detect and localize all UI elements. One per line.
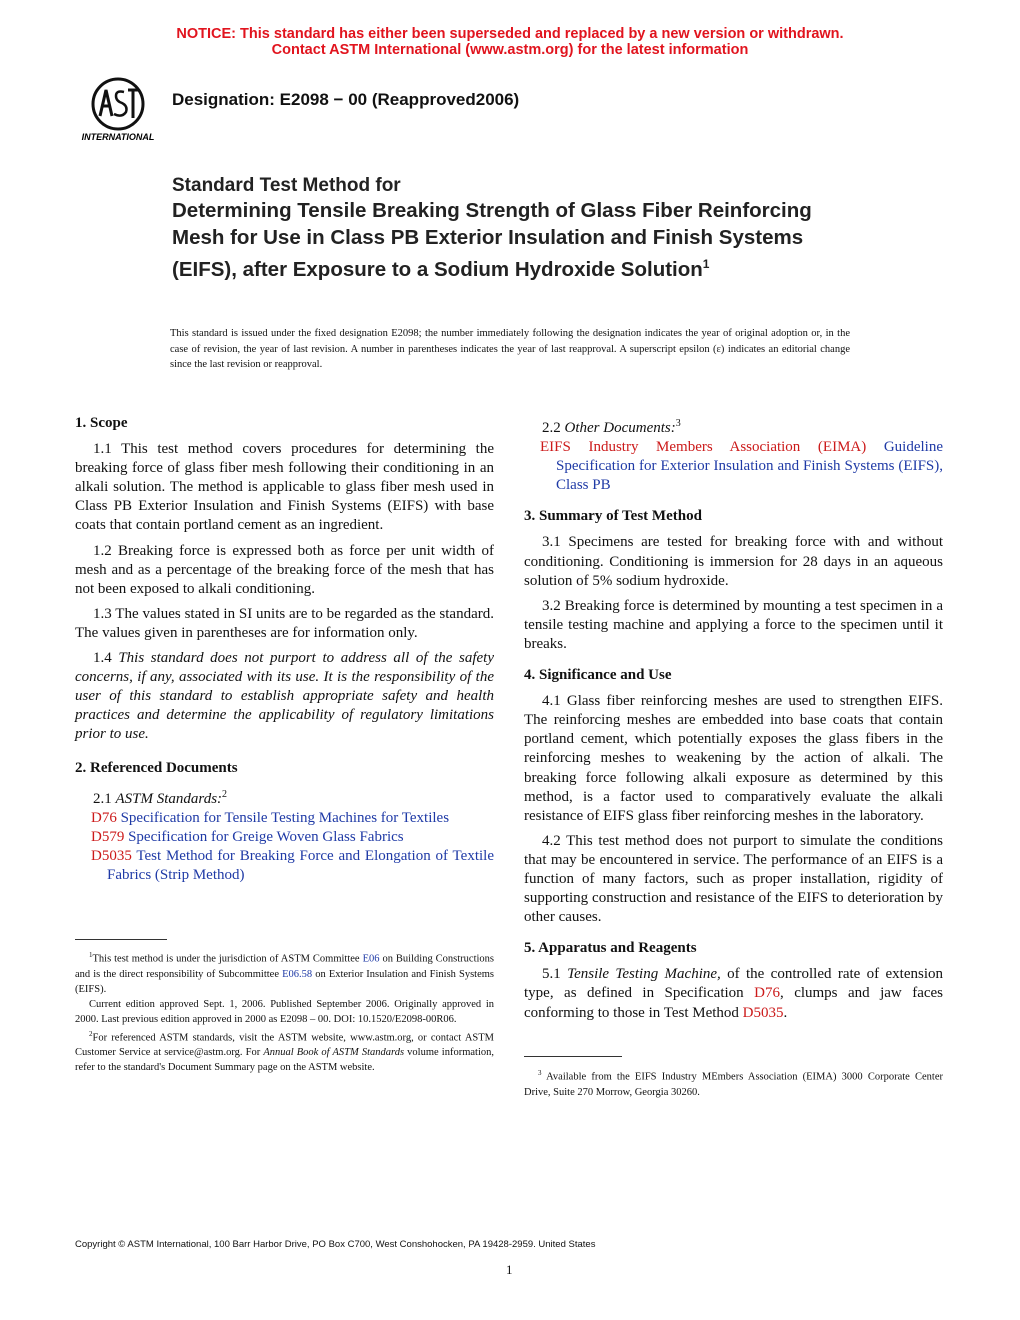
withdrawal-notice [0, 26, 1020, 58]
copyright-line: Copyright © ASTM International, 100 Barr Harbor Drive, PO Box C700, West Conshohocken, PA 19428-2959. United States [75, 1239, 596, 1250]
footnote-3-text: Available from the EIFS Industry MEmbers Association (EIMA) 3000 Corporate Center Drive, Suite 270 Morrow, Georgia 30260. [524, 1071, 943, 1098]
para-5-1 [524, 965, 943, 1022]
section-4-heading: 4. Significance and Use [524, 667, 672, 684]
footnote-2-text-a: For referenced ASTM standards, visit the ASTM website, www.astm.org, or contact ASTM Customer Service at service@astm.org. For [75, 1032, 494, 1058]
para-2-2 [524, 414, 943, 438]
ref-title[interactable]: Specification for Greige Woven Glass Fabrics [128, 828, 404, 845]
title-main-text: Determining Tensile Breaking Strength of Glass Fiber Reinforcing Mesh for Use in Class PB Exterior Insulation and Finish Systems (EIFS), after Exposure to a Sodium Hydroxide Solution [172, 199, 812, 281]
para-2-2-text: Other Documents: [564, 420, 676, 436]
logo-subtitle: INTERNATIONAL [81, 132, 155, 142]
para-2-1-text: ASTM Standards: [115, 790, 223, 807]
para-2-2-sup: 3 [675, 418, 681, 429]
para-5-1-text-a: of the controlled rate of extension type, as defined in Specification [524, 966, 943, 1002]
section-5-heading: 5. Apparatus and Reagents [524, 940, 697, 957]
astm-logo [76, 76, 160, 144]
e06-link[interactable]: E06 [362, 953, 380, 965]
para-5-1-italic: Tensile Testing Machine, [567, 966, 721, 983]
ref-title[interactable]: Guideline Specification for Exterior Insulation and Finish Systems (EIFS), Class PB [556, 439, 943, 494]
ref-eima[interactable] [524, 438, 943, 495]
left-column [75, 414, 494, 885]
footnote-3 [524, 1066, 943, 1100]
document-title [172, 174, 852, 283]
para-2-1-sup: 2 [222, 788, 228, 800]
ref-d579[interactable] [75, 828, 494, 847]
para-3-1: 3.1 Specimens are tested for breaking force with and without conditioning. Conditioning is immersion for 28 days in an aqueous solution of 5% sodium hydroxide. [524, 534, 943, 589]
section-2-heading: 2. Referenced Documents [75, 759, 238, 776]
ref-code[interactable]: D5035 [91, 847, 132, 864]
footnote-2-italic: Annual Book of ASTM Standards [263, 1047, 405, 1058]
ref-code[interactable]: EIFS Industry Members Association (EIMA) [540, 439, 867, 456]
para-5-1-text-c: . [783, 1004, 788, 1021]
footnote-rule-left [75, 939, 167, 940]
e06-58-link[interactable]: E06.58 [282, 968, 313, 980]
ref-d5035[interactable] [75, 847, 494, 885]
ref-d76[interactable] [75, 809, 494, 828]
footnote-1 [75, 948, 494, 997]
notice-line-1: NOTICE: This standard has either been superseded and replaced by a new version or withdrawn. [176, 26, 844, 42]
notice-line-2: Contact ASTM International (www.astm.org) for the latest information [271, 42, 749, 58]
footnote-1-text-a: This test method is under the jurisdiction of ASTM Committee [92, 953, 363, 965]
footnote-2-mark: 2 [89, 1029, 93, 1038]
ref-title[interactable]: Specification for Tensile Testing Machines for Textiles [120, 809, 450, 826]
footnote-1-edition: Current edition approved Sept. 1, 2006. Published September 2006. Originally approved in 2000. Last previous edition approved in 2000 as E2098 – 00. DOI: 10.1520/E2098-00R06. [75, 998, 494, 1025]
footnote-3-mark: 3 [538, 1069, 542, 1077]
footnote-1-mark: 1 [89, 951, 93, 959]
footnotes-right [524, 1066, 943, 1100]
para-1-4-text: This standard does not purport to address all of the safety concerns, if any, associated with its use. It is the responsibility of the user of this standard to establish appropriate safety and health practices and determine the applicability of regulatory limitations prior to use. [75, 650, 495, 743]
title-prefix: Standard Test Method for [172, 175, 401, 196]
para-2-1 [75, 785, 494, 809]
para-4-1: 4.1 Glass fiber reinforcing meshes are used to strengthen EIFS. The reinforcing meshes are embedded into base coats that contain portland cement, which potentially exposes the glass fibers in the reinforcing meshes to weakening by the action of alkali. The breaking force following alkali exposure as determined by this method, is a factor used to comparatively evaluate the alkali resistance of EIFS glass fiber reinforcing meshes in the laboratory. [524, 693, 943, 824]
right-column [524, 414, 943, 1029]
para-2-1-num: 2.1 [93, 790, 112, 807]
ref-code[interactable]: D579 [91, 828, 125, 845]
astm-logo-icon [76, 76, 160, 144]
footnote-2 [75, 1027, 494, 1076]
para-5-1-text-b: , clumps and jaw faces conforming to those in Test Method [524, 985, 944, 1021]
para-4-2: 4.2 This test method does not purport to simulate the conditions that may be encountered in service. The performance of an EIFS is a function of many factors, such as proper installation, rigidity of supporting construction and resistance of the EIFS to deterioration by other causes. [524, 832, 943, 926]
ref-code[interactable]: D76 [91, 809, 117, 826]
para-1-4-num: 1.4 [93, 650, 112, 667]
d76-link[interactable]: D76 [754, 985, 780, 1002]
section-1-heading: 1. Scope [75, 415, 128, 431]
footnote-2-text-b: volume information, refer to the standard's Document Summary page on the ASTM website. [75, 1047, 494, 1073]
footnotes-left [75, 948, 494, 1075]
designation: Designation: E2098 − 00 (Reapproved2006) [172, 90, 520, 109]
para-2-2-num: 2.2 [542, 420, 561, 436]
para-1-4 [75, 649, 494, 744]
para-1-2: 1.2 Breaking force is expressed both as force per unit width of mesh and as a percentage of the breaking force of the mesh that has not been exposed to alkali conditioning. [75, 542, 494, 597]
footnote-1-text-b: on Building Constructions and is the direct responsibility of Subcommittee [75, 953, 494, 980]
para-1-1: 1.1 This test method covers procedures for determining the breaking force of glass fiber mesh following their conditioning in an alkali solution. The method is applicable to glass fiber mesh used in Class PB Exterior Insulation and Finish Systems (EIFS) with base coats that contain portland cement as an ingredient. [75, 441, 494, 534]
d5035-link[interactable]: D5035 [742, 1004, 784, 1021]
ref-title[interactable]: Test Method for Breaking Force and Elongation of Textile Fabrics (Strip Method) [107, 847, 494, 883]
para-3-2: 3.2 Breaking force is determined by mounting a test specimen in a tensile testing machine and applying a force to the specimen until it breaks. [524, 597, 943, 652]
footnote-rule-right [524, 1056, 622, 1057]
issued-note: This standard is issued under the fixed designation E2098; the number immediately following the designation indicates the year of original adoption or, in the case of revision, the year of last revision. A number in parentheses indicates the year of last reapproval. A superscript epsilon (ε) indicates an editorial change since the last revision or reapproval. [170, 328, 850, 370]
section-3-heading: 3. Summary of Test Method [524, 508, 702, 525]
title-footnote-mark: 1 [702, 257, 710, 271]
footnote-1-text-c: on Exterior Insulation and Finish Systems (EIFS). [75, 968, 494, 995]
title-main [172, 198, 852, 283]
page-number: 1 [506, 1262, 513, 1277]
para-1-3: 1.3 The values stated in SI units are to be regarded as the standard. The values given in parentheses are for information only. [75, 605, 494, 641]
para-5-1-num: 5.1 [542, 966, 561, 983]
